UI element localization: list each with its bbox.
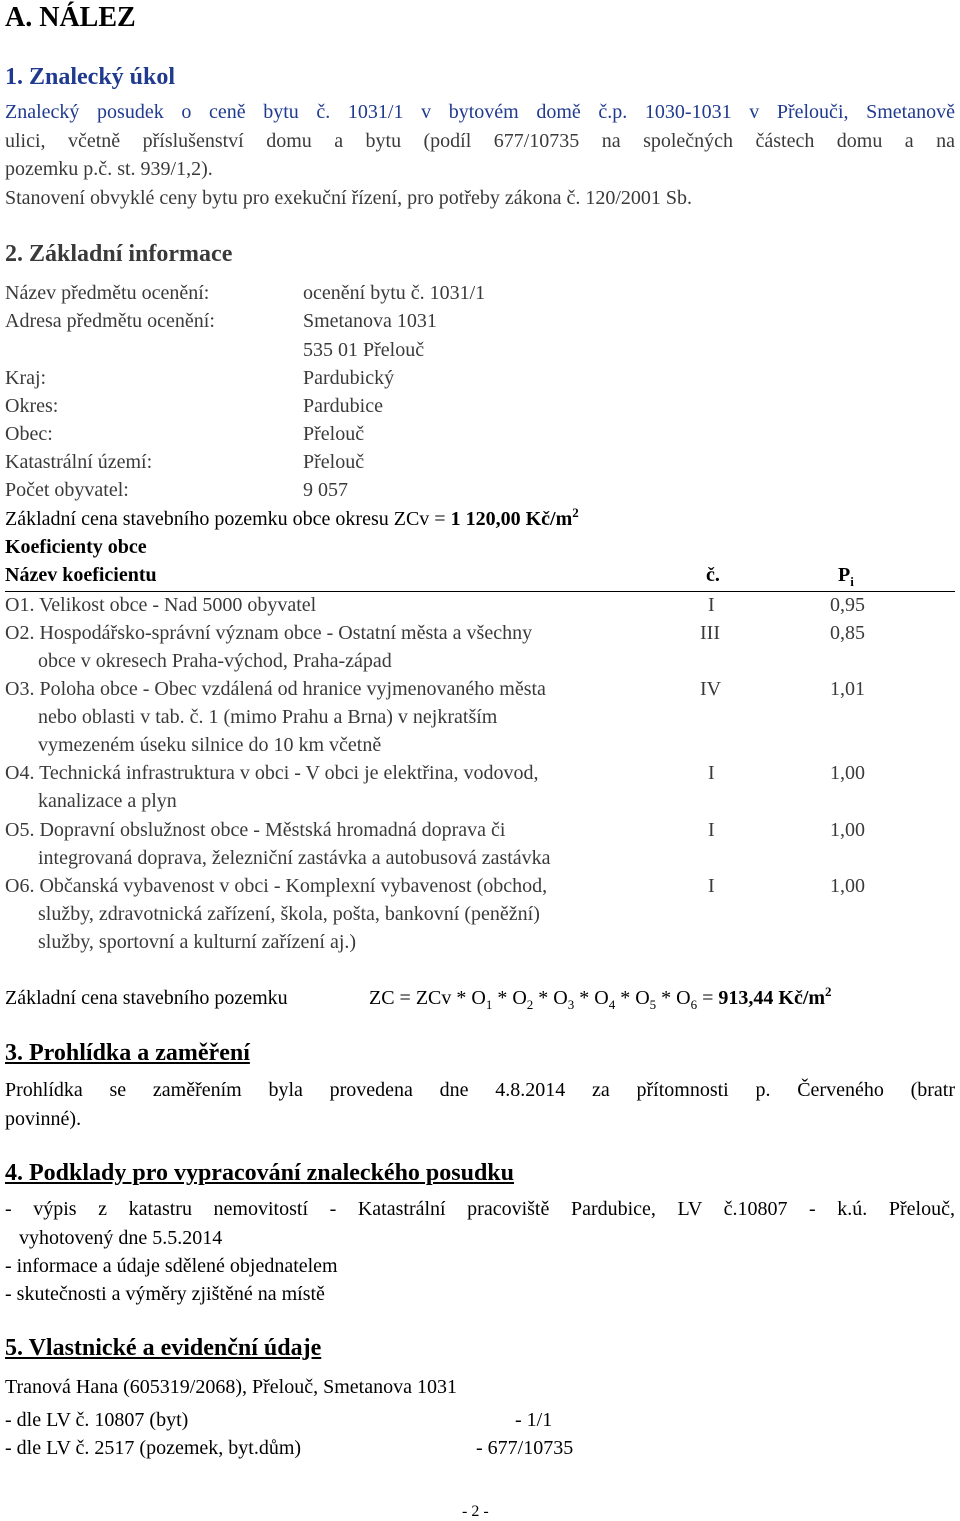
field-label: Katastrální území: [5,451,153,473]
table-header-name: Název koeficientu [5,564,157,586]
coef-number: I [708,594,715,616]
field-value: Smetanova 1031 [303,310,437,332]
coef-line: nebo oblasti v tab. č. 1 (mimo Prahu a Brna) v nejkratším [38,706,498,728]
coef-line: obce v okresech Praha-východ, Praha-západ [38,650,392,672]
formula-label: Základní cena stavebního pozemku [5,987,288,1009]
coef-line: integrovaná doprava, železniční zastávka a autobusová zastávka [38,847,551,869]
coef-value: 1,00 [830,819,865,841]
coef-value: 1,00 [830,875,865,897]
field-value: ocenění bytu č. 1031/1 [303,282,486,304]
field-label: Adresa předmětu ocenění: [5,310,215,332]
base-price-text: Základní cena stavebního pozemku obce okresu ZCv = [5,508,451,530]
ownership-label: - dle LV č. 10807 (byt) [5,1409,189,1431]
field-label: Okres: [5,395,59,417]
task-line-1: Znalecký posudek o ceně bytu č. 1031/1 v bytovém domě č.p. 1030-1031 v Přelouči, Smetanově [5,101,955,123]
document-title: A. NÁLEZ [5,2,136,33]
source-item: - skutečnosti a výměry zjištěné na místě [5,1283,325,1305]
coef-number: III [700,622,720,644]
coef-number: I [708,762,715,784]
coef-line: O1. Velikost obce - Nad 5000 obyvatel [5,594,317,616]
field-value: Pardubice [303,395,383,417]
coef-line: O5. Dopravní obslužnost obce - Městská hromadná doprava či [5,819,506,841]
base-price-sup: 2 [572,505,579,520]
coef-number: I [708,819,715,841]
ownership-share: - 1/1 [515,1409,553,1431]
coefficients-heading: Koeficienty obce [5,536,147,558]
section-4-title: 4. Podklady pro vypracování znaleckého posudku [5,1160,515,1186]
field-value: Přelouč [303,423,365,445]
page-number: - 2 - [462,1503,489,1520]
coef-value: 0,95 [830,594,865,616]
section-5-title: 5. Vlastnické a evidenční údaje [5,1335,322,1361]
task-line-3: pozemku p.č. st. 939/1,2). [5,158,213,180]
source-item: - výpis z katastru nemovitostí - Katastrální pracoviště Pardubice, LV č.10807 - k.ú. Přelouč, [5,1198,955,1220]
ownership-label: - dle LV č. 2517 (pozemek, byt.dům) [5,1437,302,1459]
coef-line: O2. Hospodářsko-správní význam obce - Ostatní města a všechny [5,622,533,644]
table-header-rule [5,591,955,592]
source-item: - informace a údaje sdělené objednatelem [5,1255,338,1277]
task-line-4: Stanovení obvyklé ceny bytu pro exekuční řízení, pro potřeby zákona č. 120/2001 Sb. [5,187,693,209]
ownership-share: - 677/10735 [476,1437,574,1459]
section-3-title: 3. Prohlídka a zaměření [5,1040,250,1066]
coef-number: IV [700,678,722,700]
base-price-line [5,505,579,531]
table-header-p: $P_i$ [838,564,854,589]
coef-value: 0,85 [830,622,865,644]
formula-result: 913,44 Kč/m [718,987,826,1009]
section-2-title: 2. Základní informace [5,241,233,267]
coef-value: 1,01 [830,678,865,700]
coef-value: 1,00 [830,762,865,784]
coef-line: O6. Občanská vybavenost v obci - Komplexní vybavenost (obchod, [5,875,548,897]
inspection-line-2: povinné). [5,1108,82,1130]
field-value: Pardubický [303,367,395,389]
field-label: Kraj: [5,367,47,389]
field-label: Název předmětu ocenění: [5,282,210,304]
table-header-no: č. [706,564,720,586]
coef-line: vymezeném úseku silnice do 10 km včetně [38,734,382,756]
formula: ZC = ZCv * $O_1 * O_2 * O_3 * O_4 * O_5 * O_6 = 913,44$ $Kč/m^2$ [369,984,832,1012]
coef-line: O4. Technická infrastruktura v obci - V obci je elektřina, vodovod, [5,762,539,784]
coef-line: O3. Poloha obce - Obec vzdálená od hranice vyjmenovaného města [5,678,546,700]
source-item-continued: vyhotovený dne 5.5.2014 [19,1227,223,1249]
coef-number: I [708,875,715,897]
field-label: Obec: [5,423,53,445]
coef-line: služby, zdravotnická zařízení, škola, pošta, bankovní (peněžní) [38,903,540,925]
coef-line: služby, sportovní a kulturní zařízení aj.) [38,931,357,953]
field-value: Přelouč [303,451,365,473]
base-price-value: 1 120,00 Kč/m [450,508,573,530]
field-value: 9 057 [303,479,348,501]
field-value: 535 01 Přelouč [303,339,425,361]
field-label: Počet obyvatel: [5,479,129,501]
owner-line: Tranová Hana (605319/2068), Přelouč, Smetanova 1031 [5,1376,457,1398]
section-1-title: 1. Znalecký úkol [5,64,176,90]
coef-line: kanalizace a plyn [38,790,177,812]
inspection-line-1: Prohlídka se zaměřením byla provedena dne 4.8.2014 za přítomnosti p. Červeného (bratr [5,1079,955,1101]
task-line-2: ulici, včetně příslušenství domu a bytu (podíl 677/10735 na společných částech domu a na [5,130,955,152]
